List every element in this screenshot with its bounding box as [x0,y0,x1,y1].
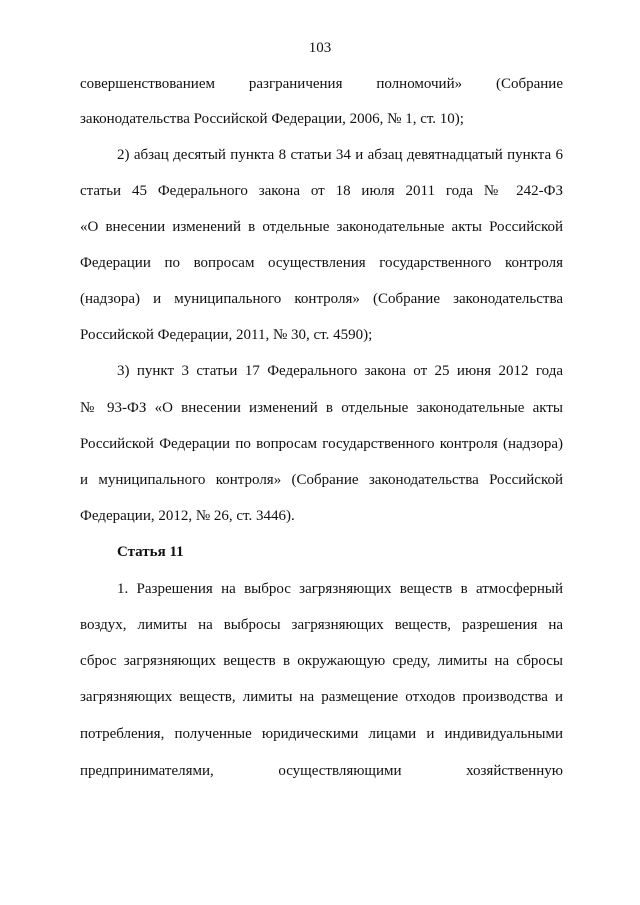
text-line-9: 3) пункт 3 статьи 17 Федерального закона от 25 июня 2012 года [117,363,563,379]
text-line-14: 1. Разрешения на выброс загрязняющих веществ в атмосферный [117,581,563,597]
page-number: 103 [308,40,332,56]
text-line-13: Федерации, 2012, № 26, ст. 3446). [80,508,295,524]
text-line-2: законодательства Российской Федерации, 2006, № 1, ст. 10); [80,111,464,127]
text-line-7: (надзора) и муниципального контроля» (Собрание законодательства [80,291,563,307]
text-line-3: 2) абзац десятый пункта 8 статьи 34 и абзац девятнадцатый пункта 6 [117,147,563,163]
text-line-19: предпринимателями, осуществляющими хозяйственную [80,763,563,779]
text-line-17: загрязняющих веществ, лимиты на размещение отходов производства и [80,689,563,705]
article-heading: Статья 11 [117,544,184,560]
text-line-5: «О внесении изменений в отдельные законодательные акты Российской [80,219,563,235]
text-line-6: Федерации по вопросам осуществления государственного контроля [80,255,563,271]
text-line-16: сброс загрязняющих веществ в окружающую среду, лимиты на сбросы [80,653,563,669]
text-line-8: Российской Федерации, 2011, № 30, ст. 4590); [80,327,373,343]
text-line-1: совершенствованием разграничения полномочий» (Собрание [80,76,563,92]
text-line-15: воздух, лимиты на выбросы загрязняющих веществ, разрешения на [80,617,563,633]
text-line-4: статьи 45 Федерального закона от 18 июля 2011 года № 242-ФЗ [80,183,563,199]
text-line-10: № 93-ФЗ «О внесении изменений в отдельные законодательные акты [80,400,563,416]
text-line-18: потребления, полученные юридическими лицами и индивидуальными [80,726,563,742]
text-line-11: Российской Федерации по вопросам государственного контроля (надзора) [80,436,563,452]
text-line-12: и муниципального контроля» (Собрание законодательства Российской [80,472,563,488]
